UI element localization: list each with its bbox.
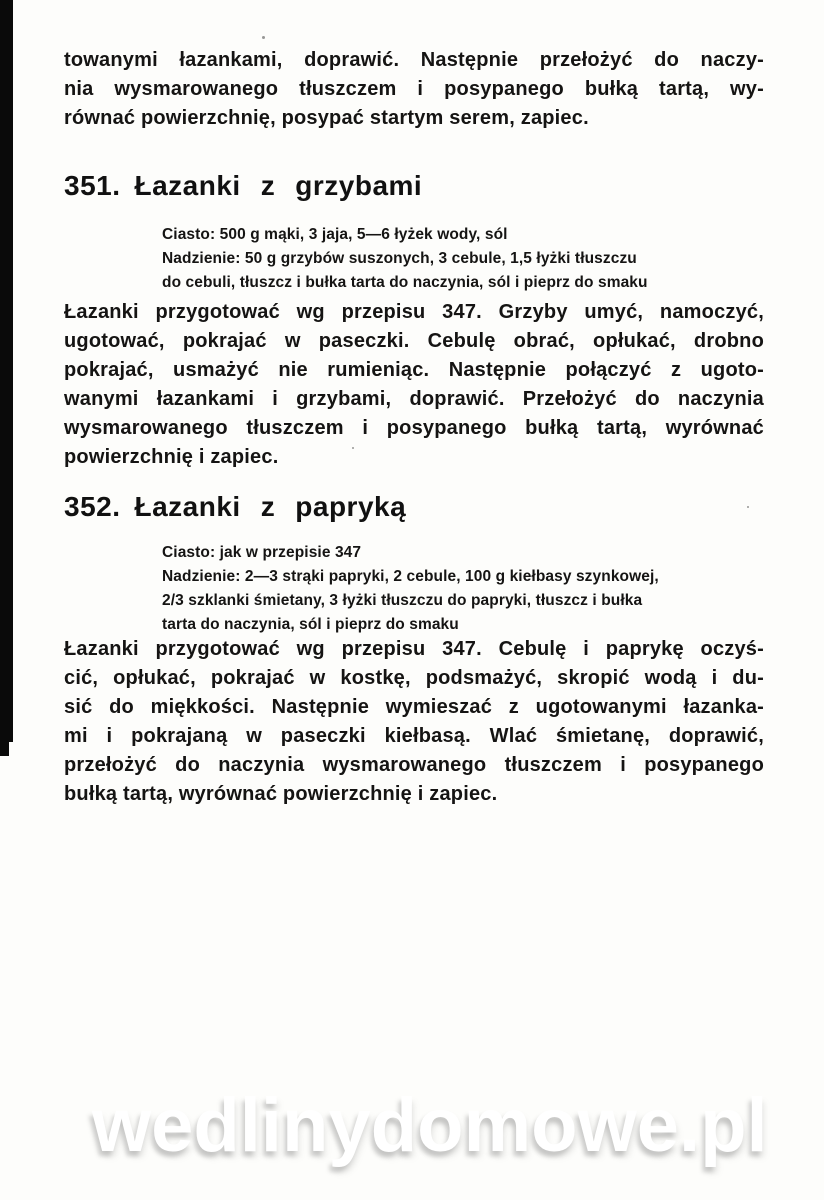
watermark: wedlinydomowe.pl: [92, 1083, 768, 1168]
recipe-352-instructions: Łazanki przygotować wg przepisu 347. Cebulę i paprykę oczyś- cić, opłukać, pokrajać w kostkę, podsmażyć, skropić wodą i du- sić do miękkości. Następnie wymieszać z ugotowanymi łazanka- mi i pokrajaną w paseczki kiełbasą. Wlać śmietanę, doprawić, przełożyć do naczynia wysmarowanego tłuszczem i posypanego bułką tartą, wyrównać powierzchnię i zapiec.: [64, 638, 764, 805]
recipe-title: Łazanki z grzybami: [134, 170, 423, 201]
recipe-351: [64, 169, 764, 472]
recipe-number: 351.: [64, 170, 121, 201]
page-text-column: [64, 0, 764, 809]
recipe-352-ingredients: Ciasto: jak w przepisie 347 Nadzienie: 2—3 strąki papryki, 2 cebule, 100 g kiełbasy szynkowej, 2/3 szklanki śmietany, 3 łyżki tłuszczu do papryki, tłuszcz i bułka tarta do naczynia, sól i pieprz do smaku: [162, 544, 659, 633]
recipe-number: 352.: [64, 491, 121, 522]
recipe-352-heading: [64, 490, 764, 524]
scan-artifact-left-bar: [0, 0, 13, 742]
recipe-352: [64, 490, 764, 809]
recipe-351-ingredients: Ciasto: 500 g mąki, 3 jaja, 5—6 łyżek wody, sól Nadzienie: 50 g grzybów suszonych, 3 cebule, 1,5 łyżki tłuszczu do cebuli, tłuszcz i bułka tarta do naczynia, sól i pieprz do smaku: [162, 226, 648, 291]
recipe-title: Łazanki z papryką: [134, 491, 407, 522]
recipe-351-instructions: Łazanki przygotować wg przepisu 347. Grzyby umyć, namoczyć, ugotować, pokrajać w paseczki. Cebulę obrać, opłukać, drobno pokrajać, usmażyć nie rumieniąc. Następnie połączyć z ugoto- wanymi łazankami i grzybami, doprawić. Przełożyć do naczynia wysmarowanego tłuszczem i posypanego bułką tartą, wyrównać powierzchnię i zapiec.: [64, 301, 764, 468]
recipe-351-heading: [64, 169, 764, 203]
intro-paragraph: towanymi łazankami, doprawić. Następnie przełożyć do naczy- nia wysmarowanego tłuszczem i posypanego bułką tartą, wy- równać powierzchnię, posypać startym serem, zapiec.: [64, 49, 764, 129]
